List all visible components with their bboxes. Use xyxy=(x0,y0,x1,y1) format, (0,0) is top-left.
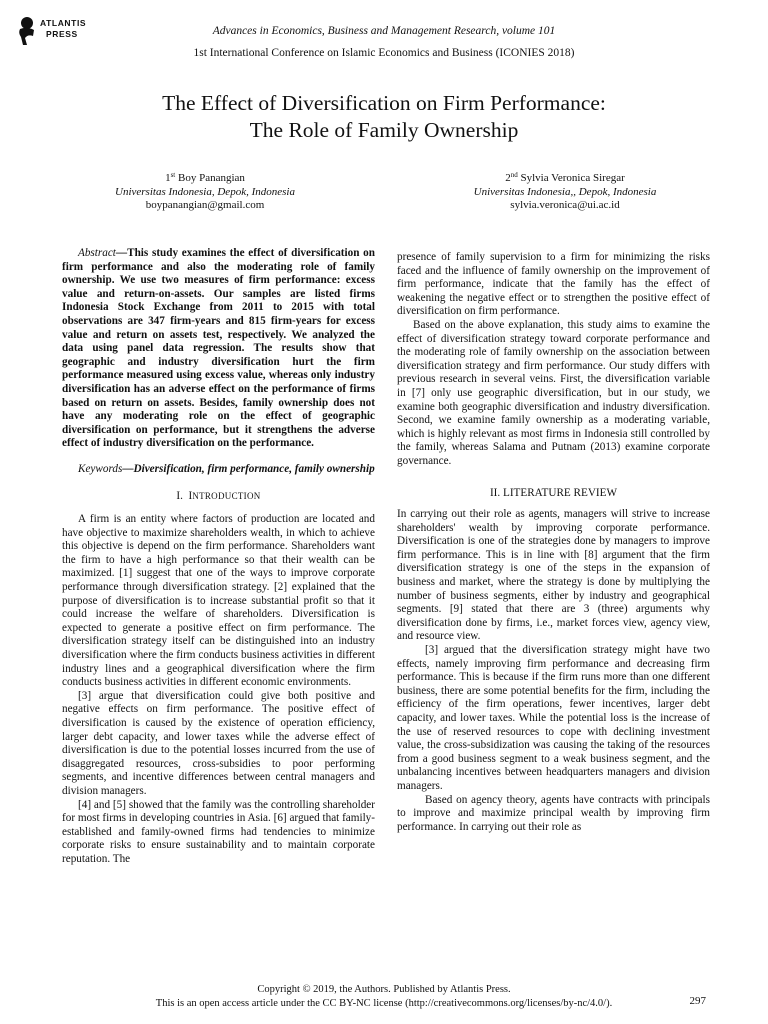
paragraph: [3] argue that diversification could give both positive and negative effects on firm performance. The positive effect of diversification is caused by the existence of operation efficiency, larger debt capacity, and lower taxes while the adverse effect of diversification is due to the potential losses incurred from the use of disaggregated resources, cross-subsidies to poor performing segments, and incentive differences between central managers and division managers. xyxy=(62,689,375,797)
abstract: Abstract—This study examines the effect of diversification on firm performance and also the moderating role of family ownership. We use two measures of firm performance: excess value and return-on-assets. Our samples are listed firms Indonesia Stock Exchange from 2011 to 2015 with total observations are 347 firm-years and 815 firm-years for excess value and return on assets test, respectively. We analyzed the data using panel data regression. The results show that geographic and industry diversification hurt the firm performance measured using excess value, whereas only industry diversification has an adverse effect on the performance of firms based on return on assets. Besides, family ownership does not have any moderating role on the effect of geographic diversification on performance, but it strengthens the adverse effect of industry diversification on the performance. xyxy=(62,247,375,450)
footer-license: This is an open access article under the CC BY-NC license (http://creativecommons.org/licenses/by-nc/4.0/). xyxy=(155,998,613,1009)
author-block-2 xyxy=(440,172,690,213)
footer-copyright: Copyright © 2019, the Authors. Published by Atlantis Press. xyxy=(257,984,511,995)
paragraph: Based on the above explanation, this study aims to examine the effect of diversification strategy toward corporate performance and the moderating role of family ownership on the association between diversification strategy and firm performance. Our study differs with previous research in several veins. First, the diversification variable in [7] only use geographic diversification, but in our study, we examine both geographic diversification and industry diversification. Second, we examine family ownership as a moderating variable, which is highly relevant as most firms in Indonesia still controlled by the family, whereas Salama and Putnam (2013) examine corporate governance. xyxy=(397,318,710,467)
title-line-2: The Role of Family Ownership xyxy=(249,118,519,142)
right-column xyxy=(397,251,710,834)
publisher-name-line2: PRESS xyxy=(46,29,78,39)
author-email: sylvia.veronica@ui.ac.id xyxy=(510,199,620,211)
author-email: boypanangian@gmail.com xyxy=(145,199,265,211)
paragraph: presence of family supervision to a firm for minimizing the risks faced and the influence of family ownership on the improvement of firm performance, indicate that the family has the effect of weakening the negative effect or to strengthen the positive effect of diversification on firm performance. xyxy=(397,251,710,318)
paragraph: In carrying out their role as agents, managers will strive to increase shareholders' wealth by improving corporate performance. Diversification is one of the strategies done by managers to improve firm performance. This is in line with [8] argument that the firm diversification strategy is one of the steps in the expansion of business and market, where the strategy is done by multiplying the number of business segments, either by industry and geographical segments. [9] stated that there are 3 (three) arguments why diversification done by firms, i.e., market forces view, agency view, and resource view. xyxy=(397,508,710,643)
author-name: 1st Boy Panangian xyxy=(165,171,245,184)
author-name: 2nd Sylvia Veronica Siregar xyxy=(505,171,625,184)
author-affiliation: Universitas Indonesia, Depok, Indonesia xyxy=(115,185,295,198)
title-line-1: The Effect of Diversification on Firm Performance: xyxy=(162,91,606,115)
running-header-conference: 1st International Conference on Islamic Economics and Business (ICONIES 2018) xyxy=(193,47,575,59)
paper-title xyxy=(0,90,768,144)
page-number: 297 xyxy=(689,995,706,1007)
paragraph: Based on agency theory, agents have contracts with principals to improve and maximize principal wealth by improving firm performance. In carrying out their role as xyxy=(397,793,710,833)
author-affiliation: Universitas Indonesia,, Depok, Indonesia xyxy=(473,185,657,198)
keywords: Keywords—Diversification, firm performance, family ownership xyxy=(78,462,375,475)
running-header-series: Advances in Economics, Business and Management Research, volume 101 xyxy=(212,25,556,37)
section-heading-literature-review: II. LITERATURE REVIEW xyxy=(489,486,618,499)
paragraph: [4] and [5] showed that the family was the controlling shareholder for most firms in developing countries in Asia. [6] argued that family-established and family-owned firms had tendencies to minimize corporate risks to ensure sustainability and to maintain corporate reputation. The xyxy=(62,798,375,865)
footer xyxy=(0,983,768,1011)
paragraph: [3] argued that the diversification strategy might have two effects, namely improving firm performance and decreasing firm performance. This is because if the firm runs more than one different business, there are some potential benefits for the firm, including the efficiency of the firm operations, fewer incentives, larger debt capacity, and lower taxes. While the potential loss is the increase of the use of reserved resources to cope with declining investment value, the cross-subsidization was causing the taking of the resources from a good business segment to a weak business segment, and the unbalancing incentives between headquarters managers and division managers. xyxy=(397,644,710,792)
paragraph: A firm is an entity where factors of production are located and have objective to maximize shareholders wealth, in which to achieve this objective is depend on the firm performance. Shareholders want the firm to have a high performance so that their wealth can be maximized. [1] suggest that one of the ways to improve corporate performance through diversification strategy. [2] explained that the purpose of diversification is to increase substantial profit so that it could increase the welfare of shareholders. Diversification is expected to generate a positive effect on firm performance. The diversification strategy itself can be distinguished into an industry diversification where the firm conducts business activities in different industry lines and a geographical diversification where the firm conducts business activities in different economic environments. xyxy=(62,513,375,689)
left-column xyxy=(62,247,375,867)
publisher-name-line1: ATLANTIS xyxy=(40,18,87,28)
author-block-1 xyxy=(80,172,330,213)
section-heading-introduction: I. INTRODUCTION xyxy=(176,489,261,502)
